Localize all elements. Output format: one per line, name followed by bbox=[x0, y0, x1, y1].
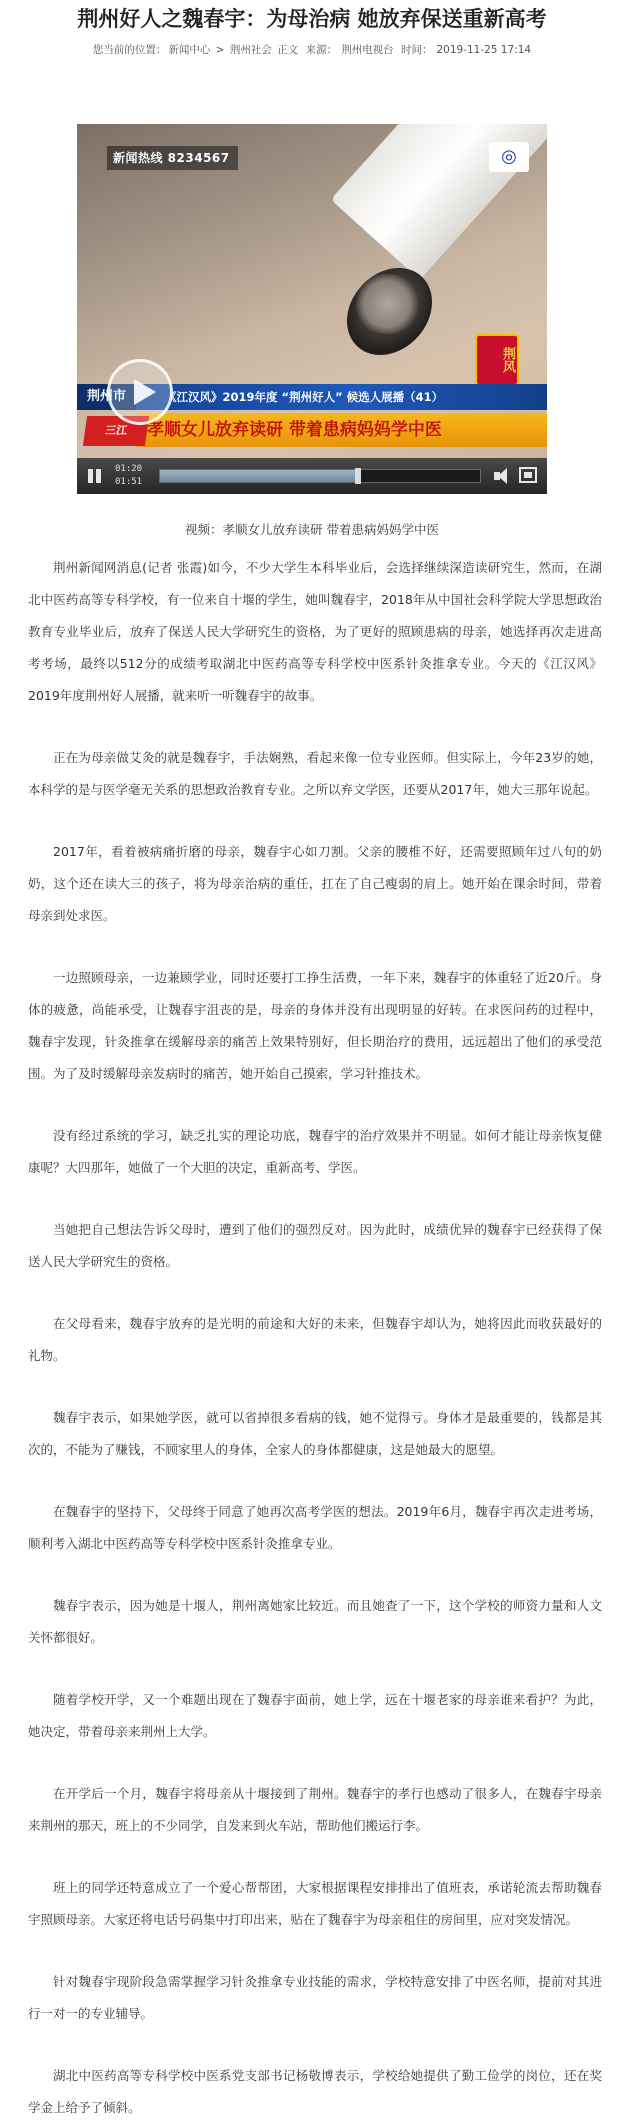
article-paragraph: 在父母看来，魏春宇放弃的是光明的前途和大好的未来，但魏春宇却认为，她将因此而收获最好的礼物。 bbox=[28, 1316, 602, 1363]
breadcrumb-body: 正文 bbox=[277, 44, 299, 56]
program-badge: 荆风 bbox=[475, 334, 519, 386]
article-paragraph: 随着学校开学，又一个难题出现在了魏春宇面前，她上学，远在十堰老家的母亲谁来看护？为此，她决定，带着母亲来荆州上大学。 bbox=[28, 1692, 602, 1739]
news-hotline: 新闻热线 8234567 bbox=[107, 146, 238, 170]
article-paragraph: 魏春宇表示，如果她学医，就可以省掉很多看病的钱，她不觉得亏。身体才是最重要的，钱都是其次的，不能为了赚钱，不顾家里人的身体，全家人的身体都健康，这是她最大的愿望。 bbox=[28, 1410, 602, 1457]
article-paragraph: 魏春宇表示，因为她是十堰人，荆州离她家比较近。而且她查了一下，这个学校的师资力量和人文关怀都很好。 bbox=[28, 1598, 602, 1645]
volume-icon[interactable] bbox=[493, 467, 511, 485]
breadcrumb-separator: > bbox=[215, 44, 225, 56]
caption-bar bbox=[137, 413, 547, 447]
breadcrumb-news-center[interactable]: 新闻中心 bbox=[168, 44, 211, 56]
article-paragraph: 没有经过系统的学习，缺乏扎实的理论功底，魏春宇的治疗效果并不明显。如何才能让母亲恢复健康呢？大四那年，她做了一个大胆的决定，重新高考、学医。 bbox=[28, 1128, 602, 1175]
play-overlay-icon[interactable] bbox=[107, 359, 173, 425]
article-paragraph: 在开学后一个月，魏春宇将母亲从十堰接到了荆州。魏春宇的孝行也感动了很多人，在魏春宇母亲来荆州的那天，班上的不少同学，自发来到火车站，帮助他们搬运行李。 bbox=[28, 1786, 602, 1833]
player-controls bbox=[77, 458, 547, 494]
breadcrumb-jingzhou-society[interactable]: 荆州社会 bbox=[229, 44, 272, 56]
elapsed-time: 01:20 bbox=[115, 464, 143, 474]
seek-bar[interactable] bbox=[159, 469, 481, 483]
article-paragraph: 班上的同学还特意成立了一个爱心帮帮团，大家根据课程安排排出了值班表，承诺轮流去帮助魏春宇照顾母亲。大家还将电话号码集中打印出来，贴在了魏春宇为母亲租住的房间里，应对突发情况。 bbox=[28, 1880, 602, 1927]
total-duration: 01:51 bbox=[115, 477, 143, 487]
video-caption: 视频：孝顺女儿放弃读研 带着患病妈妈学中医 bbox=[185, 522, 439, 537]
fullscreen-icon[interactable] bbox=[519, 467, 537, 483]
article-title: 荆州好人之魏春宇：为母治病 她放弃保送重新高考 bbox=[77, 7, 547, 31]
video-player[interactable] bbox=[77, 124, 547, 494]
location-label: 您当前的位置： bbox=[92, 44, 167, 56]
time-label: 时间： bbox=[400, 44, 433, 56]
source-value: 荆州电视台 bbox=[341, 44, 394, 56]
source-label: 来源： bbox=[305, 44, 338, 56]
article-paragraph: 荆州新闻网消息(记者 张霞)如今，不少大学生本科毕业后，会选择继续深造读研究生，然而，在湖北中医药高等专科学校，有一位来自十堰的学生，她叫魏春宇，2018年从中国社会科学院大学思想政治教育专业毕业后，放弃了保送人民大学研究生的资格，为了更好的照顾患病的母亲，她选择再次走进高考考场，最终以512分的成绩考取湖北中医药高等专科学校中医系针灸推拿专业。今天的《江汉风》2019年度荆州好人展播，就来听一听魏春宇的故事。 bbox=[28, 560, 602, 703]
time-display bbox=[115, 463, 149, 489]
tv-station-logo-icon: ◎ bbox=[489, 142, 529, 172]
article-paragraph: 当她把自己想法告诉父母时，遭到了他们的强烈反对。因为此时，成绩优异的魏春宇已经获得了保送人民大学研究生的资格。 bbox=[28, 1222, 602, 1269]
seek-bar-handle[interactable] bbox=[355, 468, 361, 484]
seek-bar-played bbox=[160, 470, 358, 482]
article-paragraph: 2017年，看着被病痛折磨的母亲，魏春宇心如刀割。父亲的腰椎不好，还需要照顾年过八旬的奶奶，这个还在读大三的孩子，将为母亲治病的重任，扛在了自己瘦弱的肩上。她开始在课余时间，带着母亲到处求医。 bbox=[28, 844, 602, 923]
program-title: 《江汉风》2019年度 “荆州好人” 候选人展播（41） bbox=[165, 390, 444, 404]
article-paragraph: 在魏春宇的坚持下，父母终于同意了她再次高考学医的想法。2019年6月，魏春宇再次走进考场，顺利考入湖北中医药高等专科学校中医系针灸推拿专业。 bbox=[28, 1504, 602, 1551]
smoke-image bbox=[352, 274, 422, 334]
video-subtitle: 孝顺女儿放弃读研 带着患病妈妈学中医 bbox=[147, 420, 442, 440]
pause-icon[interactable] bbox=[85, 467, 103, 485]
article-meta bbox=[14, 41, 610, 59]
article-paragraph: 正在为母亲做艾灸的就是魏春宇，手法娴熟，看起来像一位专业医师。但实际上，今年23岁的她，本科学的是与医学毫无关系的思想政治教育专业。之所以弃文学医，还要从2017年，她大三那年说起。 bbox=[28, 750, 602, 797]
article-paragraph: 一边照顾母亲，一边兼顾学业，同时还要打工挣生活费，一年下来，魏春宇的体重轻了近20斤。身体的疲惫，尚能承受，让魏春宇沮丧的是，母亲的身体并没有出现明显的好转。在求医问药的过程中，魏春宇发现，针灸推拿在缓解母亲的痛苦上效果特别好，但长期治疗的费用，远远超出了他们的承受范围。为了及时缓解母亲发病时的痛苦，她开始自己摸索，学习针推技术。 bbox=[28, 970, 602, 1081]
video-frame[interactable] bbox=[77, 124, 547, 458]
channel-logo: 三江 bbox=[83, 416, 149, 446]
city-tag: 荆州市 bbox=[77, 384, 136, 410]
article-body bbox=[14, 552, 610, 2124]
article-paragraph: 湖北中医药高等专科学校中医系党支部书记杨敬博表示，学校给她提供了勤工俭学的岗位，还在奖学金上给予了倾斜。 bbox=[28, 2068, 602, 2115]
article-paragraph: 针对魏春宇现阶段急需掌握学习针灸推拿专业技能的需求，学校特意安排了中医名师，提前对其进行一对一的专业辅导。 bbox=[28, 1974, 602, 2021]
publish-time: 2019-11-25 17:14 bbox=[436, 44, 532, 56]
